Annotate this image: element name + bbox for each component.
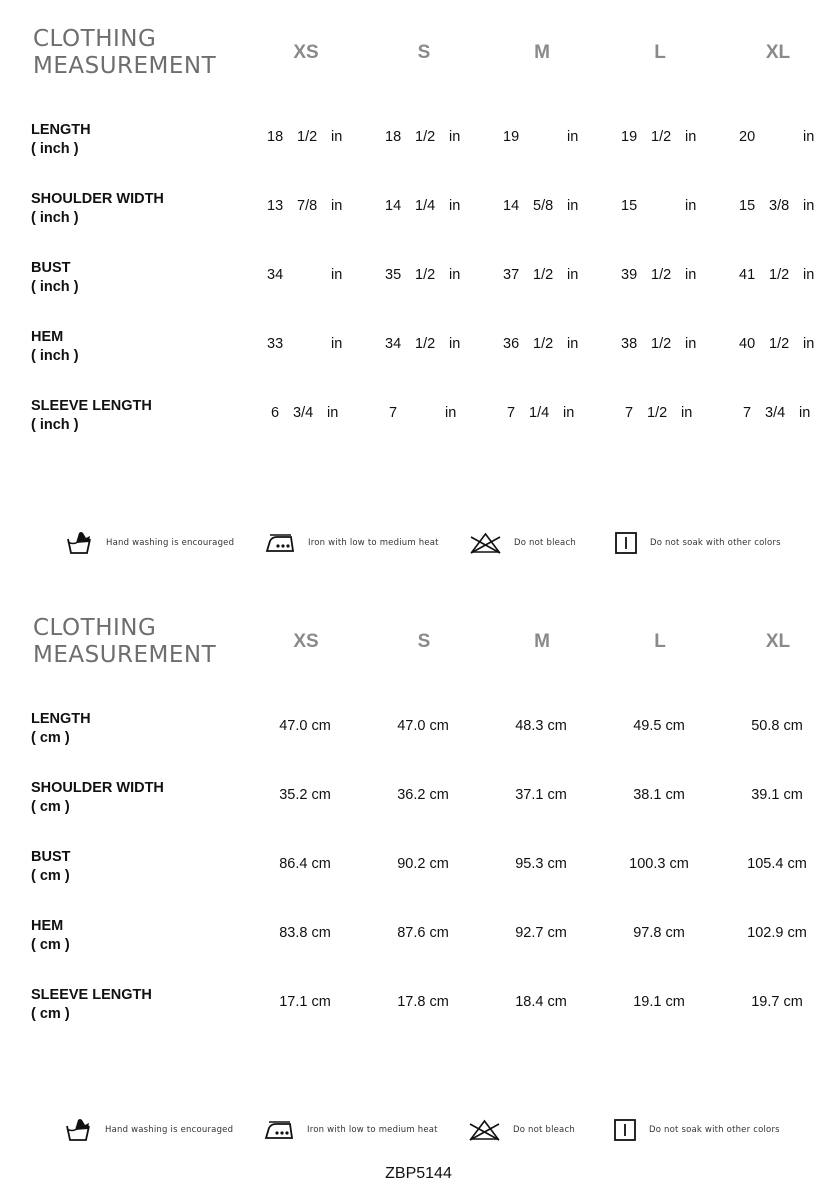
row-unit-text: ( cm ) — [31, 799, 70, 815]
row-label-text: HEM — [31, 329, 64, 345]
unit-label: in — [567, 336, 579, 352]
unit-label: in — [449, 129, 461, 145]
fraction-value: 1/2 — [647, 405, 668, 421]
value-cell: 102.9 cm — [747, 925, 807, 941]
title-line-2: MEASUREMENT — [33, 53, 217, 79]
fraction-value: 1/2 — [297, 129, 318, 145]
care-text: Iron with low to medium heat — [307, 1125, 438, 1135]
unit-label: in — [685, 129, 697, 145]
care-text: Do not bleach — [514, 538, 576, 548]
whole-value: 19 — [621, 129, 638, 145]
unit-label: in — [803, 336, 815, 352]
care-text: Iron with low to medium heat — [308, 538, 439, 548]
fraction-value: 1/2 — [651, 267, 672, 283]
whole-value: 36 — [503, 336, 520, 352]
whole-value: 18 — [385, 129, 402, 145]
value-cell: 19.7 cm — [751, 994, 803, 1010]
row-label-text: BUST — [31, 260, 71, 276]
unit-label: in — [449, 267, 461, 283]
value-cell: 105.4 cm — [747, 856, 807, 872]
whole-value: 7 — [507, 405, 516, 421]
whole-value: 7 — [389, 405, 398, 421]
value-cell: 97.8 cm — [633, 925, 685, 941]
whole-value: 7 — [743, 405, 752, 421]
row-label-text: SHOULDER WIDTH — [31, 191, 164, 207]
whole-value: 19 — [503, 129, 520, 145]
size-header-m: M — [534, 631, 550, 652]
unit-label: in — [331, 336, 343, 352]
unit-label: in — [449, 336, 461, 352]
fraction-value: 1/2 — [651, 129, 672, 145]
unit-label: in — [331, 267, 343, 283]
unit-label: in — [567, 198, 579, 214]
no-bleach-icon — [468, 1118, 501, 1142]
value-cell: 17.1 cm — [279, 994, 331, 1010]
value-cell: 37.1 cm — [515, 787, 567, 803]
value-cell: 35.2 cm — [279, 787, 331, 803]
no-soak-icon — [613, 1118, 637, 1142]
care-item-hand-wash — [65, 1115, 233, 1145]
value-cell: 49.5 cm — [633, 718, 685, 734]
unit-label: in — [449, 198, 461, 214]
unit-label: in — [331, 198, 343, 214]
fraction-value: 3/8 — [769, 198, 790, 214]
row-unit-text: ( inch ) — [31, 417, 79, 433]
fraction-value: 1/2 — [533, 267, 554, 283]
value-cell: 83.8 cm — [279, 925, 331, 941]
value-cell: 86.4 cm — [279, 856, 331, 872]
value-cell: 48.3 cm — [515, 718, 567, 734]
fraction-value: 3/4 — [765, 405, 786, 421]
care-text: Do not soak with other colors — [649, 1125, 780, 1135]
row-label-text: SLEEVE LENGTH — [31, 987, 152, 1003]
fraction-value: 1/2 — [415, 336, 436, 352]
care-text: Hand washing is encouraged — [106, 538, 235, 548]
care-text: Do not soak with other colors — [650, 538, 781, 548]
whole-value: 34 — [385, 336, 402, 352]
row-unit-text: ( inch ) — [31, 141, 79, 157]
row-label-text: SLEEVE LENGTH — [31, 398, 152, 414]
whole-value: 18 — [267, 129, 284, 145]
row-label-text: SHOULDER WIDTH — [31, 780, 164, 796]
unit-label: in — [445, 405, 457, 421]
row-label-hem — [31, 917, 70, 955]
fraction-value: 1/2 — [415, 267, 436, 283]
row-label-text: LENGTH — [31, 711, 91, 727]
whole-value: 38 — [621, 336, 638, 352]
row-label-text: HEM — [31, 918, 64, 934]
whole-value: 15 — [739, 198, 756, 214]
care-item-iron — [264, 1115, 438, 1145]
fraction-value: 7/8 — [297, 198, 318, 214]
title-line-1: CLOTHING — [33, 26, 157, 52]
size-header-s: S — [417, 631, 431, 652]
title-line-2: MEASUREMENT — [33, 642, 217, 668]
whole-value: 41 — [739, 267, 756, 283]
care-text: Do not bleach — [513, 1125, 575, 1135]
whole-value: 33 — [267, 336, 284, 352]
value-cell: 92.7 cm — [515, 925, 567, 941]
row-unit-text: ( inch ) — [31, 210, 79, 226]
whole-value: 35 — [385, 267, 402, 283]
section-title — [33, 615, 216, 669]
unit-label: in — [327, 405, 339, 421]
row-unit-text: ( inch ) — [31, 348, 79, 364]
fraction-value: 1/4 — [529, 405, 550, 421]
fraction-value: 1/2 — [769, 267, 790, 283]
size-header-xl: XL — [765, 631, 791, 652]
value-cell: 19.1 cm — [633, 994, 685, 1010]
value-cell: 90.2 cm — [397, 856, 449, 872]
size-header-xl: XL — [765, 42, 791, 63]
row-unit-text: ( cm ) — [31, 937, 70, 953]
fraction-value: 5/8 — [533, 198, 554, 214]
row-label-text: LENGTH — [31, 122, 91, 138]
unit-label: in — [331, 129, 343, 145]
whole-value: 20 — [739, 129, 756, 145]
unit-label: in — [685, 267, 697, 283]
whole-value: 6 — [271, 405, 280, 421]
fraction-value: 1/2 — [651, 336, 672, 352]
row-label-text: BUST — [31, 849, 71, 865]
unit-label: in — [803, 198, 815, 214]
value-cell: 36.2 cm — [397, 787, 449, 803]
unit-label: in — [803, 267, 815, 283]
value-cell: 87.6 cm — [397, 925, 449, 941]
care-instructions — [0, 1115, 837, 1145]
unit-label: in — [803, 129, 815, 145]
whole-value: 13 — [267, 198, 284, 214]
size-header-l: L — [654, 631, 666, 652]
row-unit-text: ( cm ) — [31, 730, 70, 746]
hand-wash-icon — [65, 1117, 93, 1143]
size-header-xs: XS — [293, 631, 319, 652]
iron-icon — [264, 1119, 295, 1141]
whole-value: 15 — [621, 198, 638, 214]
value-cell: 50.8 cm — [751, 718, 803, 734]
whole-value: 40 — [739, 336, 756, 352]
fraction-value: 1/2 — [415, 129, 436, 145]
whole-value: 34 — [267, 267, 284, 283]
row-label-bust — [31, 848, 70, 886]
row-label-length — [31, 710, 91, 748]
unit-label: in — [567, 267, 579, 283]
value-cell: 47.0 cm — [279, 718, 331, 734]
fraction-value: 1/2 — [533, 336, 554, 352]
value-cell: 17.8 cm — [397, 994, 449, 1010]
unit-label: in — [685, 198, 697, 214]
value-cell: 18.4 cm — [515, 994, 567, 1010]
size-header-s: S — [417, 42, 431, 63]
product-code: ZBP5144 — [385, 1165, 452, 1182]
value-cell: 100.3 cm — [629, 856, 689, 872]
value-cell: 38.1 cm — [633, 787, 685, 803]
size-header-xs: XS — [293, 42, 319, 63]
fraction-value: 3/4 — [293, 405, 314, 421]
care-text: Hand washing is encouraged — [105, 1125, 234, 1135]
unit-label: in — [567, 129, 579, 145]
fraction-value: 1/2 — [769, 336, 790, 352]
size-header-l: L — [654, 42, 666, 63]
whole-value: 14 — [503, 198, 520, 214]
unit-label: in — [681, 405, 693, 421]
size-header-m: M — [534, 42, 550, 63]
value-cell: 39.1 cm — [751, 787, 803, 803]
unit-label: in — [799, 405, 811, 421]
unit-label: in — [685, 336, 697, 352]
row-unit-text: ( inch ) — [31, 279, 79, 295]
whole-value: 39 — [621, 267, 638, 283]
row-label-shoulder-width — [31, 779, 164, 817]
whole-value: 14 — [385, 198, 402, 214]
whole-value: 7 — [625, 405, 634, 421]
fraction-value: 1/4 — [415, 198, 436, 214]
row-unit-text: ( cm ) — [31, 868, 70, 884]
row-unit-text: ( cm ) — [31, 1006, 70, 1022]
unit-label: in — [563, 405, 575, 421]
whole-value: 37 — [503, 267, 520, 283]
title-line-1: CLOTHING — [33, 615, 157, 641]
care-item-no-bleach — [468, 1115, 575, 1145]
value-cell: 95.3 cm — [515, 856, 567, 872]
row-label-sleeve-length — [31, 986, 152, 1024]
value-cell: 47.0 cm — [397, 718, 449, 734]
care-item-no-soak — [613, 1115, 780, 1145]
